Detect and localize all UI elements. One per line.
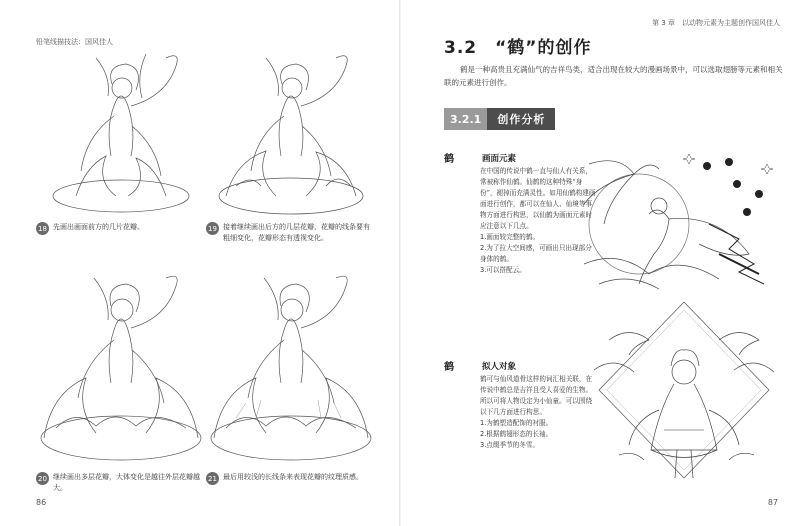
crane-scene-illustration [579,144,779,294]
block-paragraph: 鹤可与仙风道骨这样的词汇相关联，在传说中鹤总是吉祥且受人喜爱的生物。所以可将人物设定为小仙童。可以围绕以下几方面进行构思。 [480,375,593,416]
subsection-banner [444,108,555,130]
list-item: 1.画面较完整的鹤。 [480,233,540,241]
sketch-step-18 [36,46,206,218]
right-page [401,0,800,526]
running-header-right: 第 3 章 以动物元素为主题创作国风佳人 [652,19,780,27]
list-item: 3.点缀季节的冬雪。 [480,441,540,449]
block-heading: 拟人对象 [482,361,517,372]
step-caption-20 [36,472,206,494]
step-caption-21 [206,472,376,485]
step-number-badge: 19 [206,222,219,235]
sketch-step-21 [206,268,376,468]
block-paragraph: 在中国的传说中鹤一直与仙人有关系，常被称作仙鹤。仙鹤的这种特殊“身份”，褪掉而充满灵性。如用仙鹤构建画面进行创作，都可以在仙人、仙境等事物方面进行构思，以仙鹤为画面元素时应注意以下几点。 [480,167,596,230]
step-number-badge: 18 [36,222,49,235]
subsection-label: 创作分析 [487,108,555,130]
list-item: 1.为鹤塑造配饰的衬服。 [480,419,553,427]
running-header-left: 铅笔线描技法：国风佳人 [36,38,113,46]
left-page [0,0,399,526]
step-text: 先画出画面前方的几片花瓣。 [53,223,144,231]
step-text: 继续画出多层花瓣，大体变化是越往外层花瓣越大。 [53,473,200,492]
section-title: 3.2 “鹤”的创作 [444,38,592,58]
sketch-step-20 [36,268,206,468]
block-heading-personification [444,358,516,373]
step-text: 接着继续画出后方的几层花瓣，花瓣的线条要有粗细变化，花瓣形态有透视变化。 [223,223,370,242]
section-intro: 鹤是一种高贵且充满仙气的吉祥鸟类，适合出现在较大的漫画场景中，可以选取翅膀等元素和相关联的元素进行创作。 [444,65,783,87]
crane-icon: 鹤 [444,362,454,373]
list-item: 2.为了拉大空间感，可画出只出现部分身体的鹤。 [480,244,592,263]
list-item: 2.根据鹤翅形态的长袖。 [480,430,553,438]
crane-icon: 鹤 [444,154,454,165]
page-number-left: 86 [36,498,47,507]
subsection-number: 3.2.1 [444,108,487,130]
step-caption-18 [36,222,206,235]
block-heading: 画面元素 [482,153,517,164]
step-text: 最后用较浅的长线条来表现花瓣的纹理质感。 [223,473,363,481]
page-number-right: 87 [767,498,778,507]
step-caption-19 [206,222,376,244]
sketch-step-19 [206,46,376,218]
list-item: 3.可以搭配云。 [480,266,526,274]
step-number-badge: 21 [206,472,219,485]
block-body-personification [480,374,598,451]
immortal-girl-illustration [589,300,779,488]
step-number-badge: 20 [36,472,49,485]
block-heading-elements [444,150,516,165]
